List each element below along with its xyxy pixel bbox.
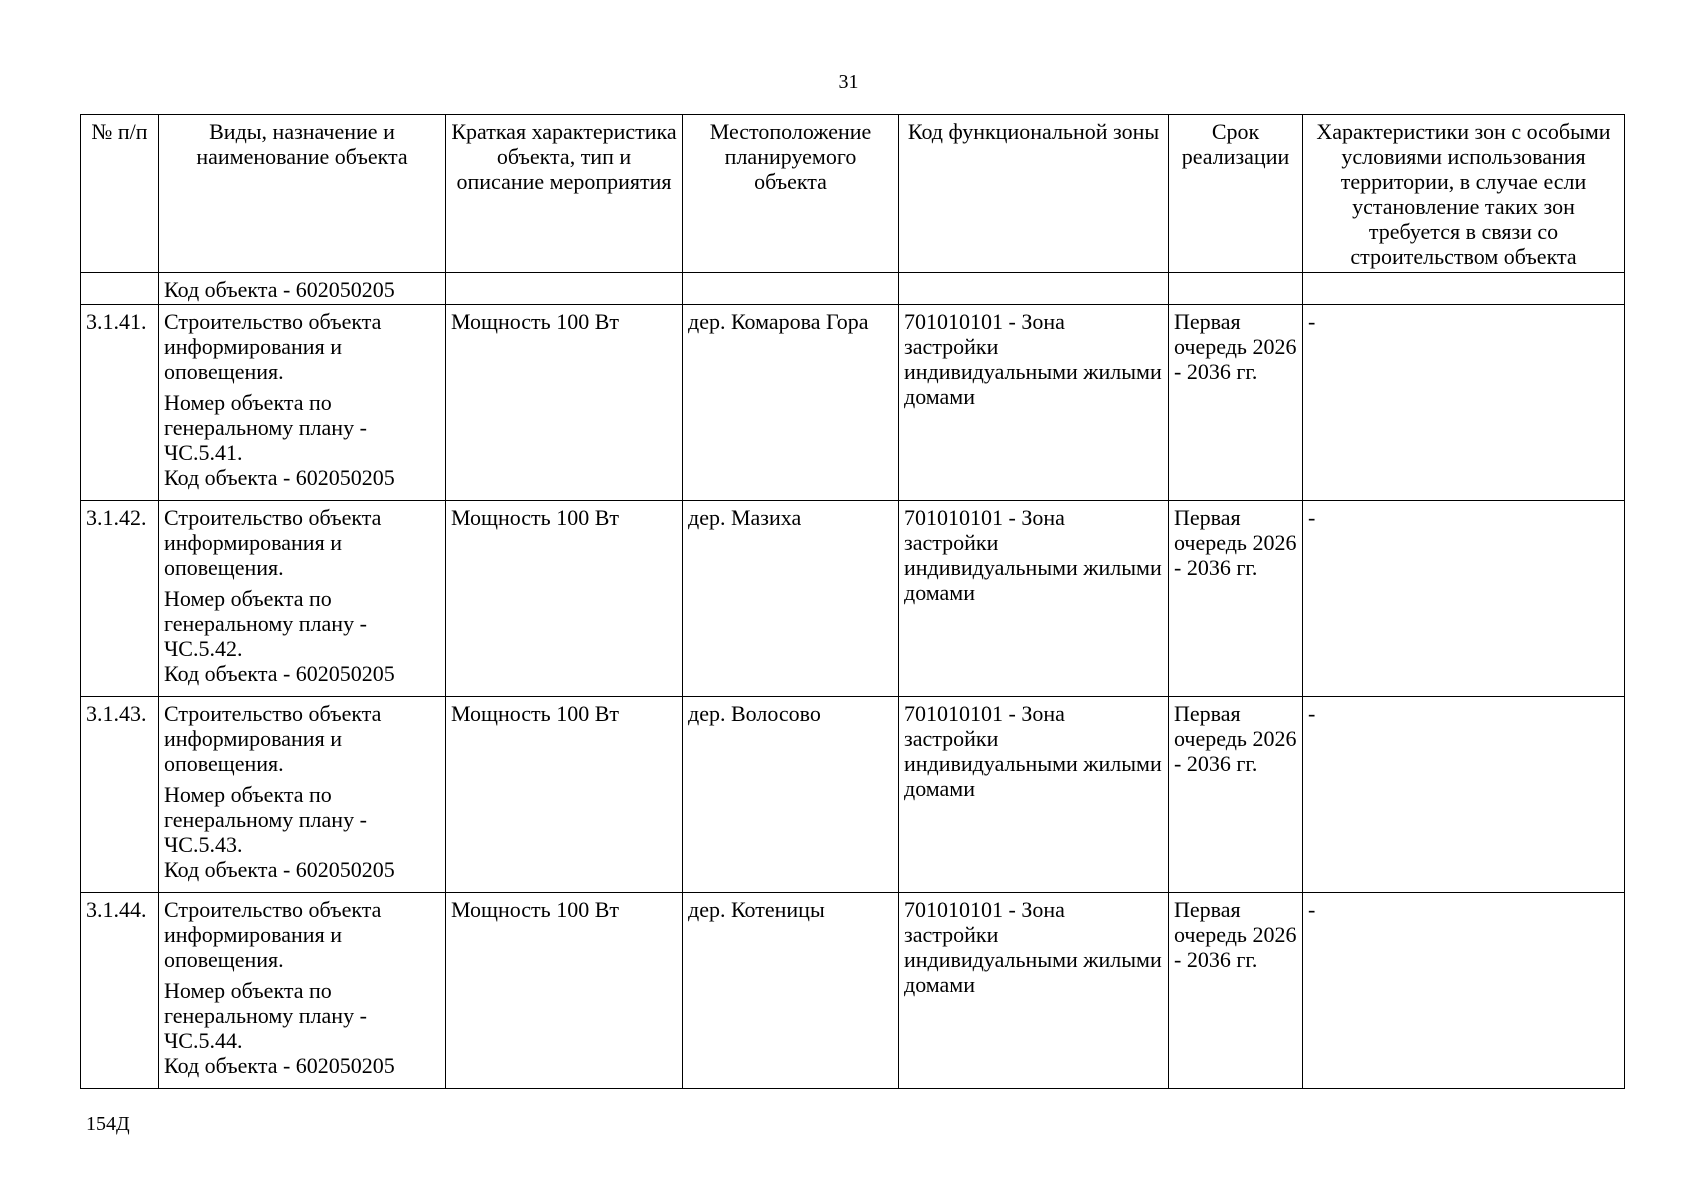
cell-characteristic xyxy=(446,273,683,305)
cell-location: дер. Мазиха xyxy=(683,501,899,697)
plan-number: Номер объекта по генеральному плану - ЧС.5.44. xyxy=(164,978,367,1053)
cell-special-zones: - xyxy=(1303,501,1625,697)
cell-name xyxy=(159,501,446,697)
cell-term xyxy=(1169,273,1303,305)
cell-special-zones: - xyxy=(1303,697,1625,893)
cell-zone-code: 701010101 - Зона застройки индивидуальными жилыми домами xyxy=(899,697,1169,893)
table-header-row xyxy=(81,115,1625,273)
cell-zone-code: 701010101 - Зона застройки индивидуальными жилыми домами xyxy=(899,305,1169,501)
cell-characteristic: Мощность 100 Вт xyxy=(446,697,683,893)
cell-number xyxy=(81,273,159,305)
table-row xyxy=(81,697,1625,893)
cell-zone-code xyxy=(899,273,1169,305)
object-code: Код объекта - 602050205 xyxy=(164,1053,395,1078)
table-row xyxy=(81,893,1625,1089)
table-row xyxy=(81,501,1625,697)
header-characteristic: Краткая характеристика объекта, тип и описание мероприятия xyxy=(446,115,683,273)
header-special-zones: Характеристики зон с особыми условиями использования территории, в случае если установление таких зон требуется в связи со строительством объекта xyxy=(1303,115,1625,273)
cell-location: дер. Комарова Гора xyxy=(683,305,899,501)
cell-term: Первая очередь 2026 - 2036 гг. xyxy=(1169,893,1303,1089)
cell-term: Первая очередь 2026 - 2036 гг. xyxy=(1169,697,1303,893)
cell-name xyxy=(159,697,446,893)
cell-characteristic: Мощность 100 Вт xyxy=(446,893,683,1089)
cell-number: 3.1.43. xyxy=(81,697,159,893)
object-name: Строительство объекта информирования и оповещения. xyxy=(164,897,382,972)
object-code: Код объекта - 602050205 xyxy=(164,857,395,882)
table-continuation-row xyxy=(81,273,1625,305)
table-row xyxy=(81,305,1625,501)
cell-term: Первая очередь 2026 - 2036 гг. xyxy=(1169,305,1303,501)
cell-name xyxy=(159,893,446,1089)
object-name: Строительство объекта информирования и оповещения. xyxy=(164,309,382,384)
object-code: Код объекта - 602050205 xyxy=(164,661,395,686)
cell-location xyxy=(683,273,899,305)
object-code: Код объекта - 602050205 xyxy=(164,465,395,490)
header-number: № п/п xyxy=(81,115,159,273)
object-name: Строительство объекта информирования и оповещения. xyxy=(164,701,382,776)
cell-number: 3.1.41. xyxy=(81,305,159,501)
header-location: Местоположение планируемого объекта xyxy=(683,115,899,273)
cell-number: 3.1.44. xyxy=(81,893,159,1089)
document-footer-code: 154Д xyxy=(86,1113,130,1135)
cell-name: Код объекта - 602050205 xyxy=(159,273,446,305)
cell-special-zones: - xyxy=(1303,893,1625,1089)
cell-name xyxy=(159,305,446,501)
page-number: 31 xyxy=(838,71,859,93)
cell-characteristic: Мощность 100 Вт xyxy=(446,501,683,697)
plan-number: Номер объекта по генеральному плану - ЧС.5.43. xyxy=(164,782,367,857)
cell-zone-code: 701010101 - Зона застройки индивидуальными жилыми домами xyxy=(899,893,1169,1089)
objects-table xyxy=(80,114,1625,1089)
cell-location: дер. Котеницы xyxy=(683,893,899,1089)
cell-number: 3.1.42. xyxy=(81,501,159,697)
cell-zone-code: 701010101 - Зона застройки индивидуальными жилыми домами xyxy=(899,501,1169,697)
object-name: Строительство объекта информирования и оповещения. xyxy=(164,505,382,580)
cell-special-zones xyxy=(1303,273,1625,305)
header-name: Виды, назначение и наименование объекта xyxy=(159,115,446,273)
cell-special-zones: - xyxy=(1303,305,1625,501)
cell-characteristic: Мощность 100 Вт xyxy=(446,305,683,501)
plan-number: Номер объекта по генеральному плану - ЧС.5.41. xyxy=(164,390,367,465)
header-zone-code: Код функциональной зоны xyxy=(899,115,1169,273)
cell-location: дер. Волосово xyxy=(683,697,899,893)
header-term: Срок реализации xyxy=(1169,115,1303,273)
cell-term: Первая очередь 2026 - 2036 гг. xyxy=(1169,501,1303,697)
plan-number: Номер объекта по генеральному плану - ЧС.5.42. xyxy=(164,586,367,661)
